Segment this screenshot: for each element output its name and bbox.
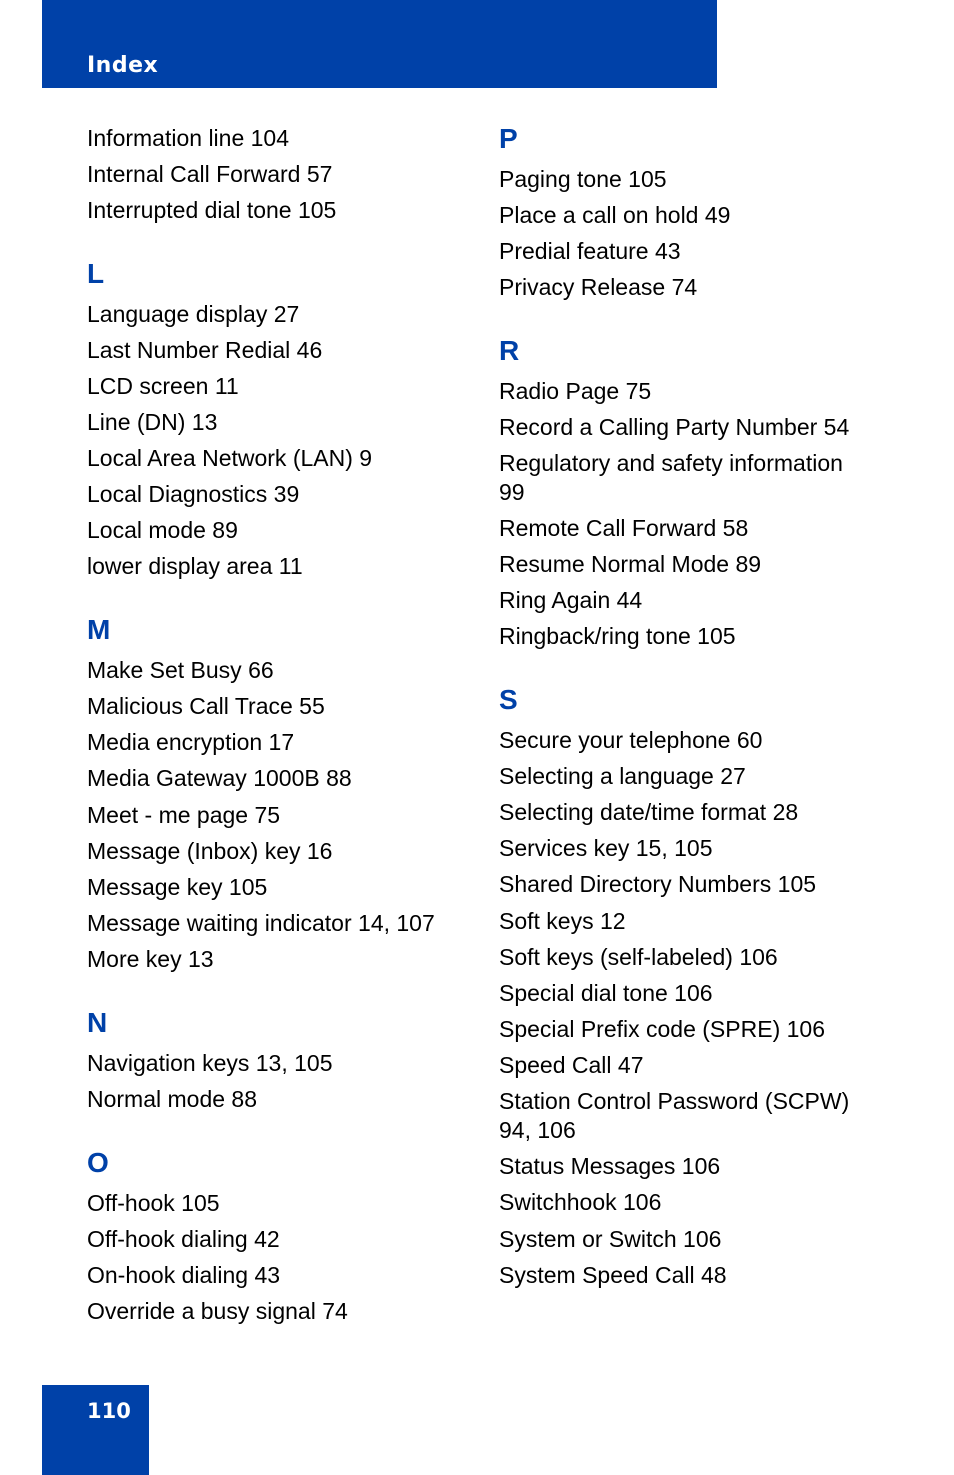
index-entry: Message waiting indicator 14, 107 xyxy=(87,910,435,936)
index-entry: Message key 105 xyxy=(87,874,268,900)
index-entry: Place a call on hold 49 xyxy=(499,202,731,228)
index-entry: Language display 27 xyxy=(87,301,300,327)
section-letter-m: M xyxy=(87,614,111,645)
index-entry: Local Diagnostics 39 xyxy=(87,481,300,507)
index-entry: Soft keys (self-labeled) 106 xyxy=(499,944,778,970)
index-entry: Special dial tone 106 xyxy=(499,980,713,1006)
index-entry: Soft keys 12 xyxy=(499,908,626,934)
index-entry: Override a busy signal 74 xyxy=(87,1298,348,1324)
index-entry: Radio Page 75 xyxy=(499,378,652,404)
index-entry: Privacy Release 74 xyxy=(499,274,698,300)
index-entry: Regulatory and safety information xyxy=(499,450,843,476)
index-entry: More key 13 xyxy=(87,946,214,972)
index-entry: Media Gateway 1000B 88 xyxy=(87,765,352,791)
index-entry: Speed Call 47 xyxy=(499,1052,644,1078)
index-entry: Predial feature 43 xyxy=(499,238,681,264)
index-entry: Line (DN) 13 xyxy=(87,409,218,435)
index-entry: Last Number Redial 46 xyxy=(87,337,323,363)
index-entry-continuation: 99 xyxy=(499,479,525,505)
index-entry: Meet - me page 75 xyxy=(87,802,281,828)
section-letter-l: L xyxy=(87,258,105,289)
index-entry: Selecting date/time format 28 xyxy=(499,799,799,825)
index-entry: Paging tone 105 xyxy=(499,166,667,192)
section-letter-o: O xyxy=(87,1147,109,1178)
index-entry: Special Prefix code (SPRE) 106 xyxy=(499,1016,825,1042)
section-letter-n: N xyxy=(87,1007,108,1038)
section-letter-r: R xyxy=(499,335,520,366)
index-entry: Status Messages 106 xyxy=(499,1153,721,1179)
index-entry: Navigation keys 13, 105 xyxy=(87,1050,333,1076)
index-entry: System or Switch 106 xyxy=(499,1226,722,1252)
index-entry: Ringback/ring tone 105 xyxy=(499,623,736,649)
index-entry: Off-hook 105 xyxy=(87,1190,220,1216)
index-entry: Message (Inbox) key 16 xyxy=(87,838,333,864)
index-entry: Information line 104 xyxy=(87,125,290,151)
index-entry: LCD screen 11 xyxy=(87,373,239,399)
index-entry: Local mode 89 xyxy=(87,517,238,543)
index-entry: Off-hook dialing 42 xyxy=(87,1226,280,1252)
header-title: Index xyxy=(87,53,159,78)
index-entry: lower display area 11 xyxy=(87,553,303,579)
header-band xyxy=(42,0,717,88)
index-entry: Switchhook 106 xyxy=(499,1189,662,1215)
index-entry: Malicious Call Trace 55 xyxy=(87,693,325,719)
index-entry: Make Set Busy 66 xyxy=(87,657,274,683)
index-entry: Local Area Network (LAN) 9 xyxy=(87,445,373,471)
index-entry: Secure your telephone 60 xyxy=(499,727,763,753)
index-entry: Selecting a language 27 xyxy=(499,763,746,789)
index-entry: Shared Directory Numbers 105 xyxy=(499,871,817,897)
index-entry: Ring Again 44 xyxy=(499,587,643,613)
index-entry: Interrupted dial tone 105 xyxy=(87,197,337,223)
index-entry: Services key 15, 105 xyxy=(499,835,713,861)
index-entry: Normal mode 88 xyxy=(87,1086,258,1112)
index-entry: System Speed Call 48 xyxy=(499,1262,727,1288)
index-entry: Media encryption 17 xyxy=(87,729,295,755)
index-entry: Resume Normal Mode 89 xyxy=(499,551,762,577)
footer-band xyxy=(42,1385,149,1475)
index-entry: Internal Call Forward 57 xyxy=(87,161,333,187)
index-entry: Record a Calling Party Number 54 xyxy=(499,414,850,440)
index-entry: Remote Call Forward 58 xyxy=(499,515,749,541)
index-entry-continuation: 94, 106 xyxy=(499,1117,576,1143)
section-letter-p: P xyxy=(499,123,518,154)
page-number: 110 xyxy=(87,1399,131,1423)
index-entry: Station Control Password (SCPW) xyxy=(499,1088,850,1114)
index-entry: On-hook dialing 43 xyxy=(87,1262,281,1288)
section-letter-s: S xyxy=(499,684,518,715)
